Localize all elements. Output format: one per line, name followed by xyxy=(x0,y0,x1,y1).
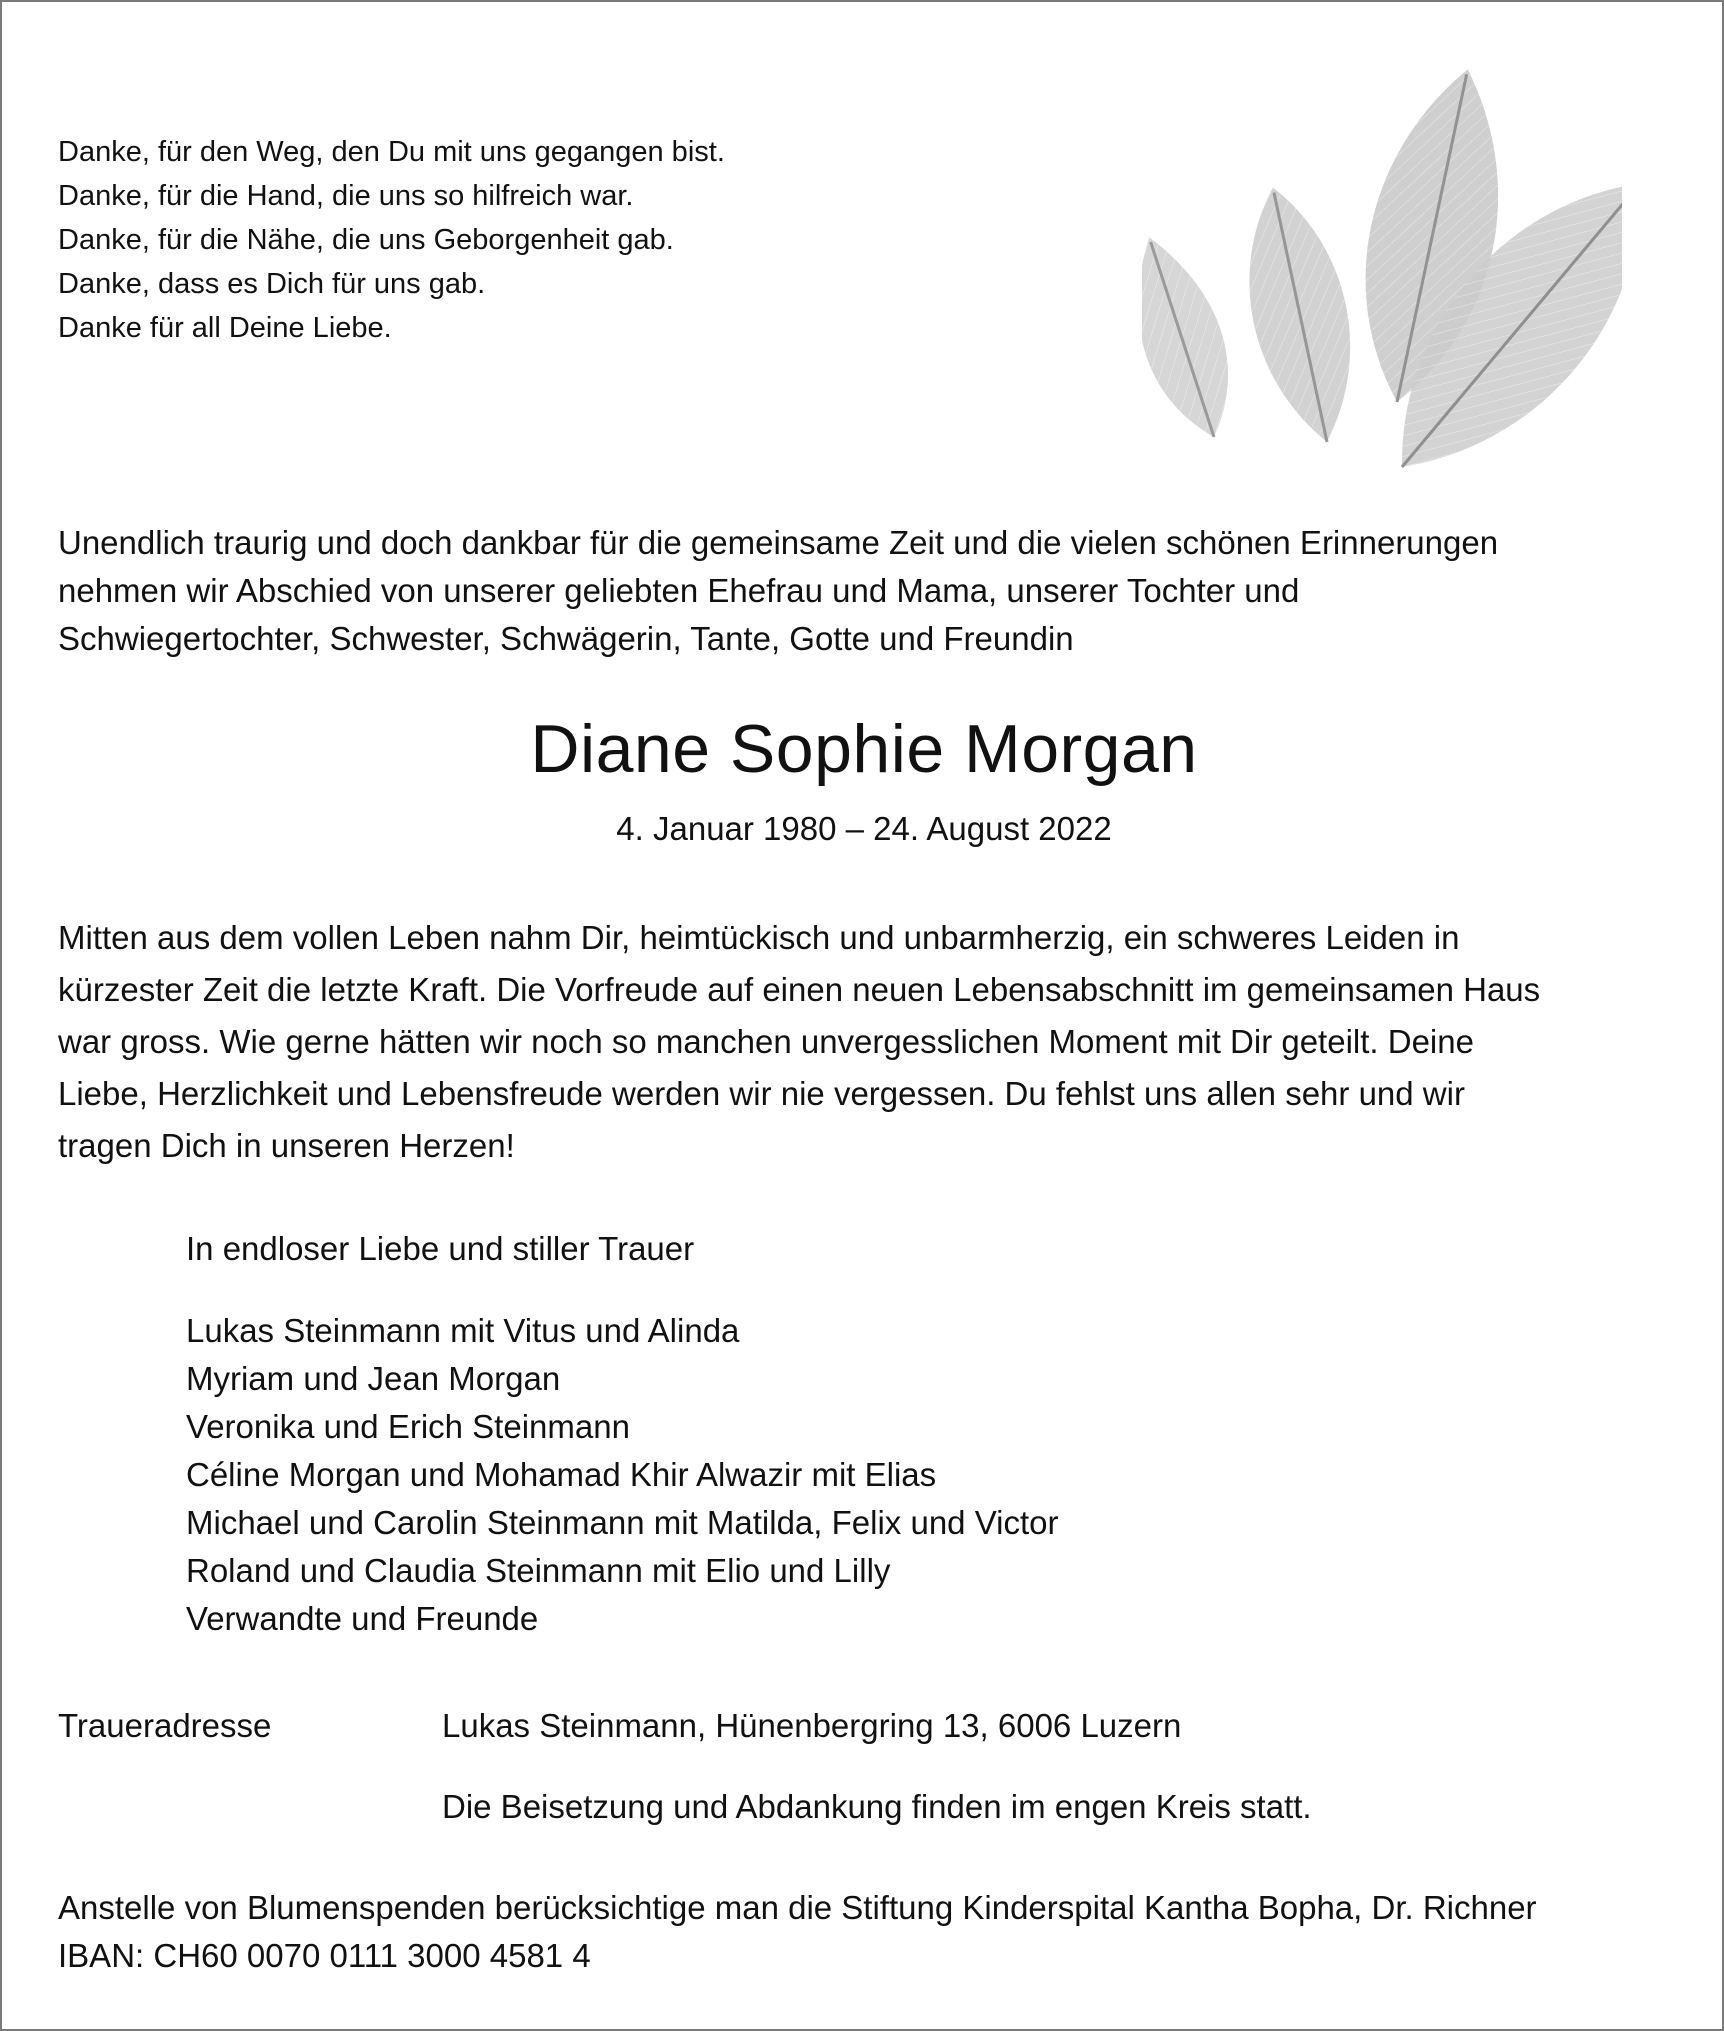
poem-line: Danke, dass es Dich für uns gab. xyxy=(58,268,486,300)
poem-line: Danke für all Deine Liebe. xyxy=(58,312,392,344)
intro-paragraph xyxy=(58,519,1678,663)
tribute-paragraph xyxy=(58,912,1698,1172)
mourner-entry: Roland und Claudia Steinmann mit Elio und Lilly xyxy=(186,1552,891,1589)
thank-you-poem xyxy=(58,130,725,350)
address-value: Lukas Steinmann, Hünenbergring 13, 6006 Luzern xyxy=(442,1707,1182,1744)
poem-line: Danke, für die Nähe, die uns Geborgenheit gab. xyxy=(58,224,674,256)
burial-note: Die Beisetzung und Abdankung finden im engen Kreis statt. xyxy=(442,1788,1312,1825)
leaf-icon xyxy=(1227,178,1373,452)
mourners-list xyxy=(186,1307,1058,1643)
intro-line: Schwiegertochter, Schwester, Schwägerin, Tante, Gotte und Freundin xyxy=(58,620,1074,657)
mourner-entry: Veronika und Erich Steinmann xyxy=(186,1408,630,1445)
intro-line: nehmen wir Abschied von unserer geliebten Ehefrau und Mama, unserer Tochter und xyxy=(58,572,1300,609)
mourner-entry: Céline Morgan und Mohamad Khir Alwazir mit Elias xyxy=(186,1456,937,1493)
mourner-entry: Lukas Steinmann mit Vitus und Alinda xyxy=(186,1312,740,1349)
mourner-entry: Michael und Carolin Steinmann mit Matilda, Felix und Victor xyxy=(186,1504,1059,1541)
address-label: Traueradresse xyxy=(58,1707,272,1744)
mourner-entry: Myriam und Jean Morgan xyxy=(186,1360,561,1397)
donation-note xyxy=(58,1884,1537,1980)
tribute-line: tragen Dich in unseren Herzen! xyxy=(58,1127,515,1164)
mourner-entry: Verwandte und Freunde xyxy=(186,1600,539,1637)
deceased-name: Diane Sophie Morgan xyxy=(530,711,1198,787)
poem-line: Danke, für die Hand, die uns so hilfreich war. xyxy=(58,180,634,212)
tribute-line: kürzester Zeit die letzte Kraft. Die Vorfreude auf einen neuen Lebensabschnitt im gemeinsamen Haus xyxy=(58,971,1541,1008)
leaf-icon xyxy=(1142,225,1251,449)
tribute-line: war gross. Wie gerne hätten wir noch so manchen unvergesslichen Moment mit Dir geteilt. Deine xyxy=(58,1023,1474,1060)
life-dates: 4. Januar 1980 – 24. August 2022 xyxy=(616,810,1112,847)
tribute-line: Liebe, Herzlichkeit und Lebensfreude werden wir nie vergessen. Du fehlst uns allen sehr und wir xyxy=(58,1075,1465,1112)
intro-line: Unendlich traurig und doch dankbar für die gemeinsame Zeit und die vielen schönen Erinnerungen xyxy=(58,524,1499,561)
iban-line: IBAN: CH60 0070 0111 3000 4581 4 xyxy=(58,1937,591,1974)
leaves-illustration xyxy=(1142,32,1622,482)
mourning-line: In endloser Liebe und stiller Trauer xyxy=(186,1230,695,1267)
tribute-line: Mitten aus dem vollen Leben nahm Dir, heimtückisch und unbarmherzig, ein schweres Leiden in xyxy=(58,919,1460,956)
poem-line: Danke, für den Weg, den Du mit uns gegangen bist. xyxy=(58,136,725,168)
donation-line: Anstelle von Blumenspenden berücksichtige man die Stiftung Kinderspital Kantha Bopha, Dr. Richner xyxy=(58,1889,1537,1926)
